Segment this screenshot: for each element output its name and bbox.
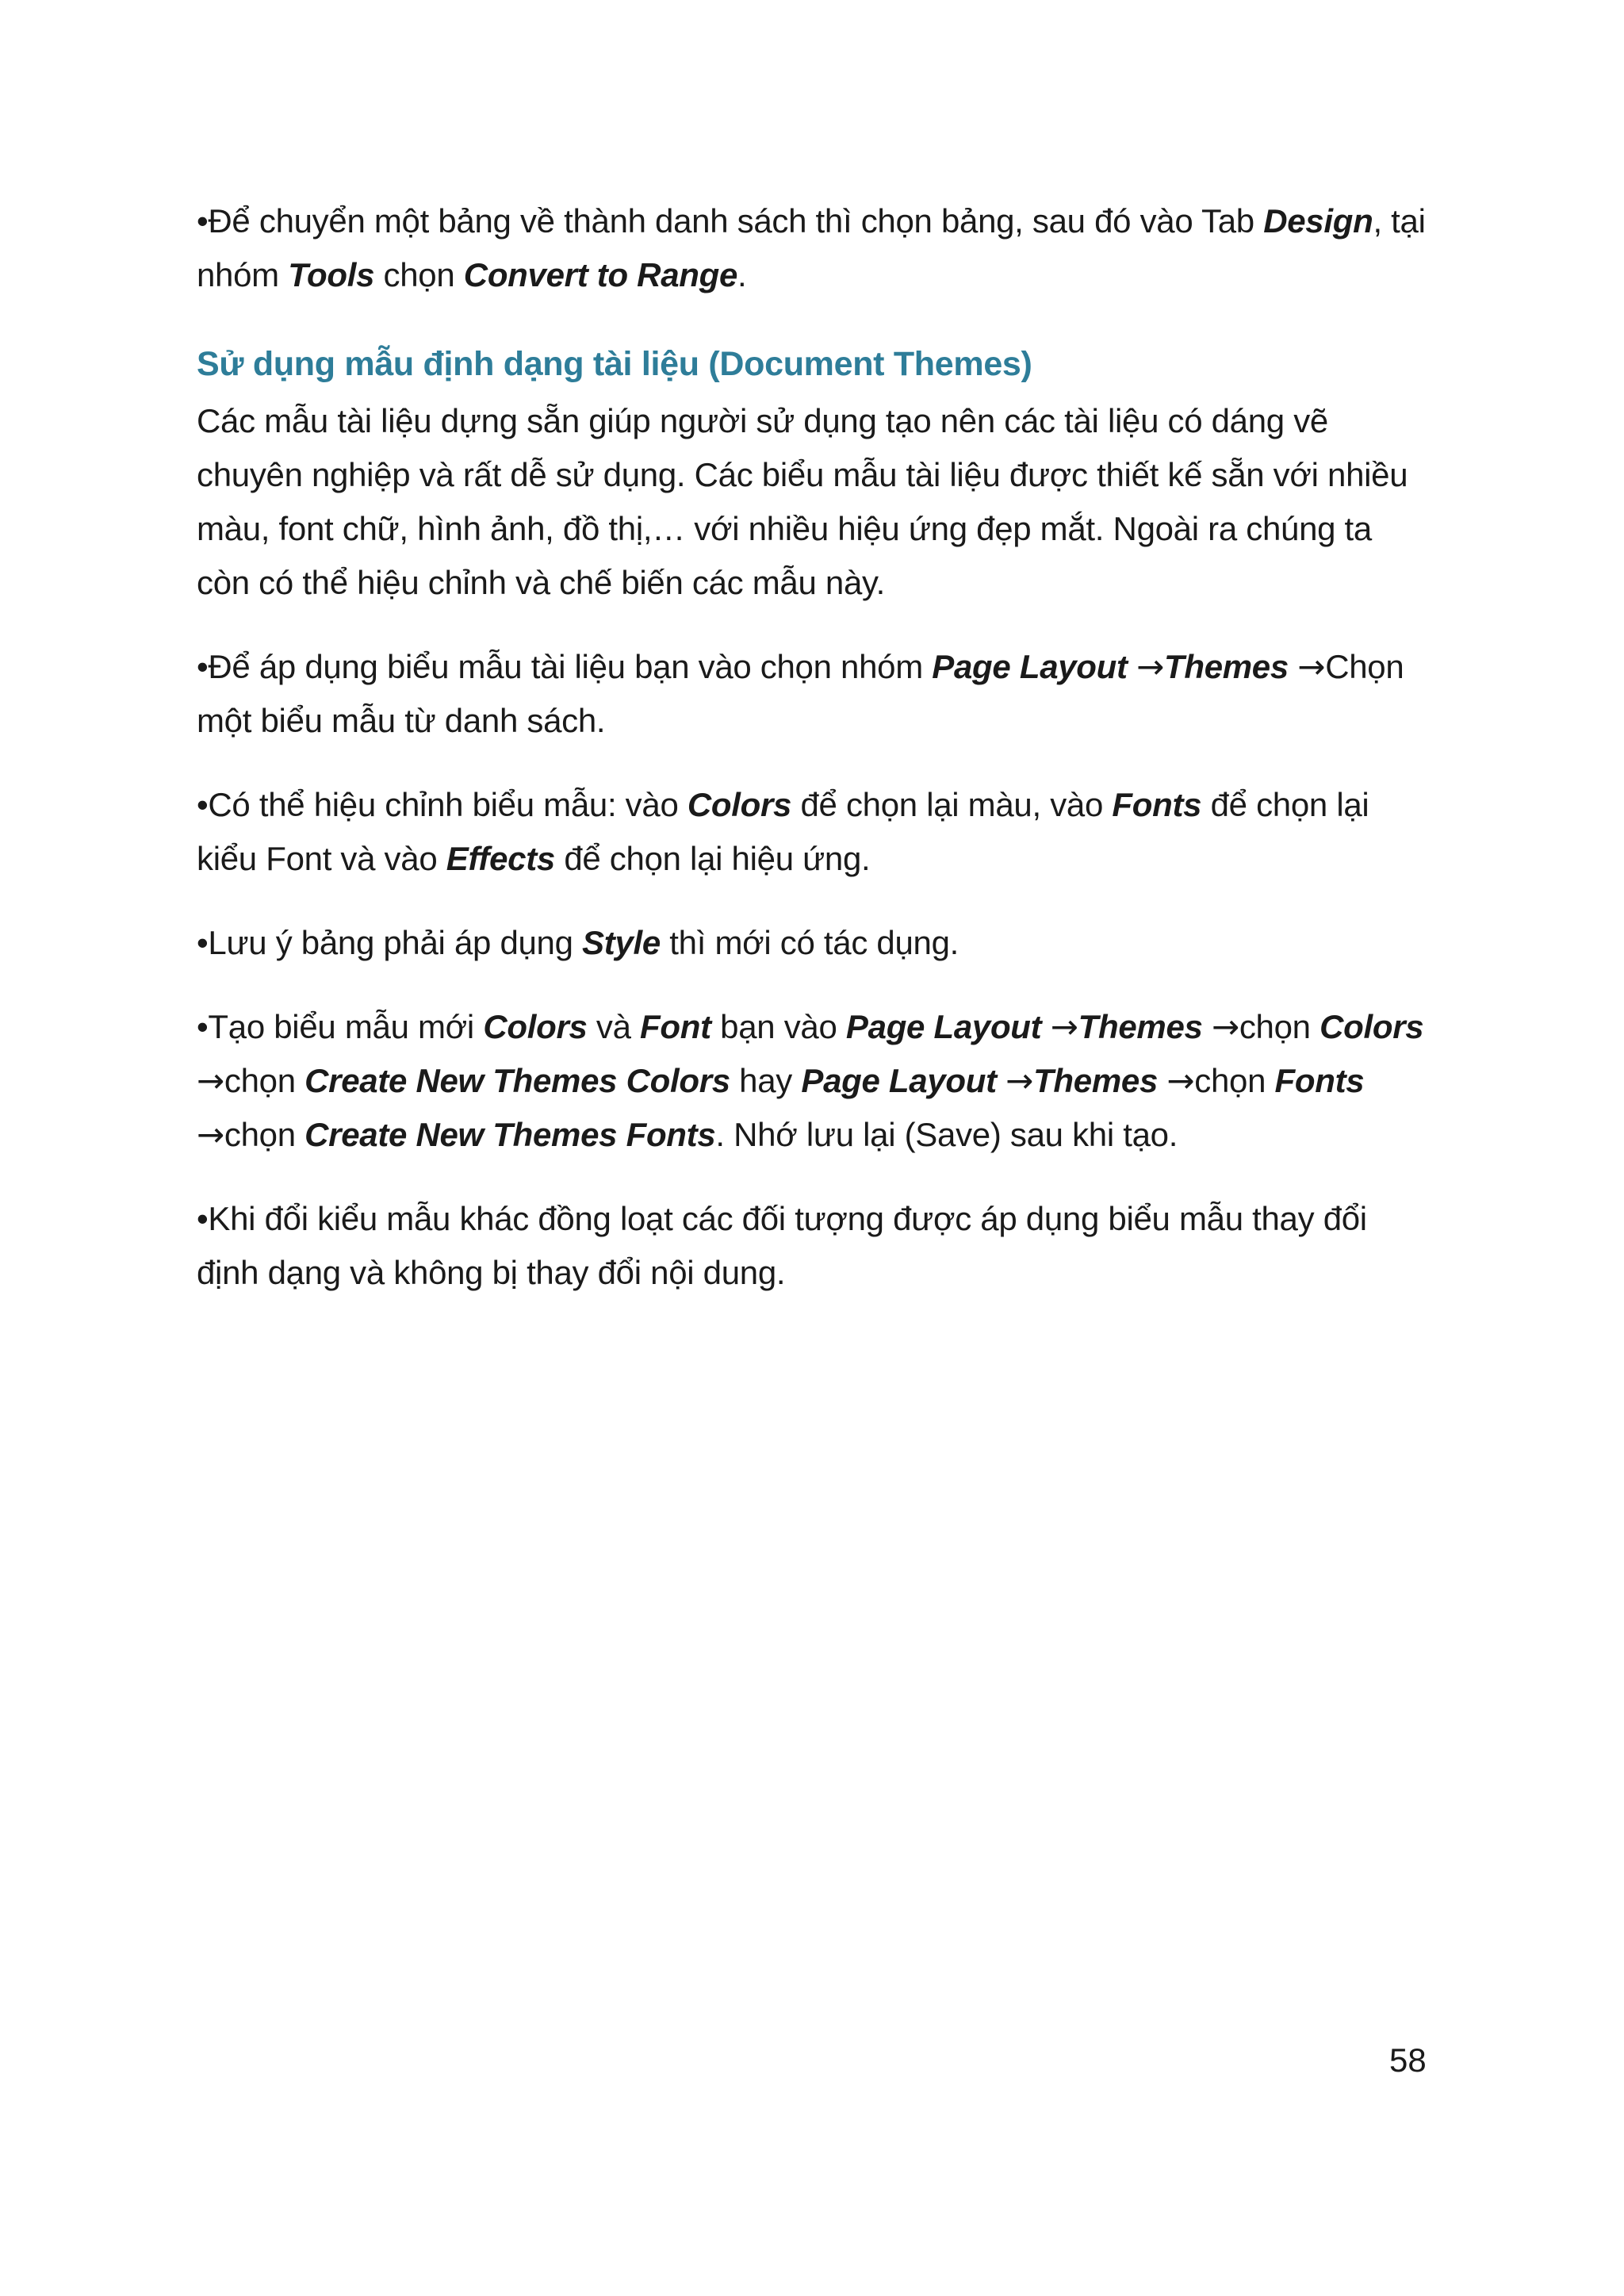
emphasis-text: Colors	[1320, 1008, 1424, 1045]
arrow-right-icon: →	[1166, 1061, 1195, 1100]
emphasis-text: Page Layout	[845, 1008, 1051, 1045]
body-text: Các mẫu tài liệu dựng sẵn giúp người sử dụng tạo nên các tài liệu có dáng vẽ chuyên nghiệp và rất dễ sử dụng. Các biểu mẫu tài liệu được thiết kế sẵn với nhiều màu, font chữ, hình ảnh, đồ thị,… với nhiều hiệu ứng đẹp mắt. Ngoài ra chúng ta còn có thể hiệu chỉnh và chế biến các mẫu này.	[197, 402, 1408, 601]
emphasis-text: Colors	[687, 786, 792, 823]
body-text: chọn	[1239, 1008, 1320, 1045]
emphasis-text: Create New Themes Colors	[304, 1062, 730, 1099]
arrow-right-icon: →	[1005, 1061, 1034, 1100]
body-text: chọn	[224, 1116, 305, 1153]
body-text: •Tạo biểu mẫu mới	[197, 1008, 484, 1045]
emphasis-text: Style	[582, 924, 661, 961]
body-text: và	[587, 1008, 641, 1045]
arrow-right-icon: →	[1050, 1007, 1078, 1046]
arrow-right-icon: →	[1211, 1007, 1239, 1046]
arrow-right-icon: →	[1297, 647, 1326, 686]
emphasis-text: Design	[1263, 202, 1373, 240]
body-text: .	[737, 256, 747, 293]
paragraph-customize-theme	[197, 778, 1434, 886]
emphasis-text: Colors	[483, 1008, 588, 1045]
body-text: •Để áp dụng biểu mẫu tài liệu bạn vào chọn nhóm	[197, 648, 933, 685]
body-text: chọn	[374, 256, 464, 293]
section-heading-document-themes: Sử dụng mẫu định dạng tài liệu (Document Themes)	[197, 345, 1032, 383]
body-text: để chọn lại kiểu Font và vào	[197, 786, 1369, 877]
body-text: hay	[730, 1062, 802, 1099]
arrow-right-icon: →	[197, 1061, 224, 1100]
emphasis-text: Themes	[1033, 1062, 1167, 1099]
body-text: . Nhớ lưu lại (Save) sau khi tạo.	[715, 1116, 1178, 1153]
body-text: bạn vào	[710, 1008, 846, 1045]
body-text: •Lưu ý bảng phải áp dụng	[197, 924, 583, 961]
emphasis-text: Convert to Range	[463, 256, 738, 293]
body-text: Chọn một biểu mẫu từ danh sách.	[197, 648, 1404, 739]
emphasis-text: Font	[640, 1008, 711, 1045]
body-text: •Để chuyển một bảng về thành danh sách thì chọn bảng, sau đó vào Tab	[197, 202, 1264, 240]
emphasis-text: Fonts	[1112, 786, 1202, 823]
body-text: để chọn lại hiệu ứng.	[554, 840, 871, 877]
body-text: •Khi đổi kiểu mẫu khác đồng loạt các đối tượng được áp dụng biểu mẫu thay đổi định dạng và không bị thay đổi nội dung.	[197, 1200, 1367, 1291]
arrow-right-icon: →	[197, 1115, 224, 1154]
paragraph-create-theme	[197, 1000, 1434, 1162]
body-text: chọn	[1194, 1062, 1275, 1099]
emphasis-text: Effects	[446, 840, 555, 877]
body-text: , tại nhóm	[197, 202, 1426, 293]
emphasis-text: Create New Themes Fonts	[304, 1116, 716, 1153]
emphasis-text: Page Layout	[932, 648, 1137, 685]
body-text	[1289, 648, 1297, 685]
page-content	[197, 194, 1434, 1330]
emphasis-text: Tools	[288, 256, 375, 293]
emphasis-text: Fonts	[1274, 1062, 1365, 1099]
paragraph-style-note	[197, 916, 1434, 970]
page-number: 58	[1389, 2041, 1427, 2079]
body-text: chọn	[224, 1062, 305, 1099]
emphasis-text: Page Layout	[801, 1062, 1006, 1099]
arrow-right-icon: →	[1136, 647, 1164, 686]
body-text: thì mới có tác dụng.	[660, 924, 959, 961]
emphasis-text: Themes	[1078, 1008, 1212, 1045]
paragraph-apply-theme	[197, 640, 1434, 748]
paragraph-change-theme	[197, 1192, 1434, 1300]
paragraph-themes-intro	[197, 394, 1434, 610]
paragraph-convert-table	[197, 194, 1434, 302]
body-text: •Có thể hiệu chỉnh biểu mẫu: vào	[197, 786, 688, 823]
body-text: để chọn lại màu, vào	[791, 786, 1113, 823]
emphasis-text: Themes	[1163, 648, 1289, 685]
